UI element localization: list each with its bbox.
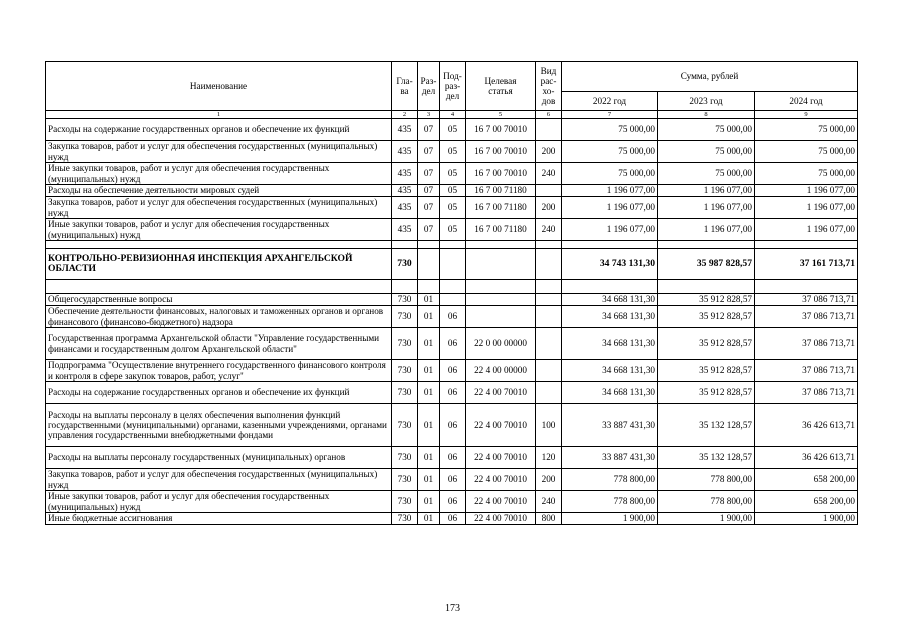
row-subsection: 06 — [440, 404, 466, 447]
row-expense-type: 240 — [536, 491, 562, 513]
row-target — [466, 294, 536, 306]
row-sum-2022: 33 887 431,30 — [562, 447, 658, 469]
column-index: 9 — [755, 111, 858, 119]
row-chapter: 435 — [392, 163, 418, 185]
row-target: 22 4 00 70010 — [466, 491, 536, 513]
empty-cell — [392, 280, 418, 294]
row-expense-type — [536, 249, 562, 280]
row-chapter: 435 — [392, 141, 418, 163]
row-subsection — [440, 294, 466, 306]
row-target: 16 7 00 70010 — [466, 119, 536, 141]
row-name: Закупка товаров, работ и услуг для обеспечения государственных (муниципальных) нужд — [46, 197, 392, 219]
row-sum-2022: 34 668 131,30 — [562, 294, 658, 306]
budget-table — [45, 61, 858, 525]
empty-cell — [440, 241, 466, 249]
row-section: 01 — [418, 491, 440, 513]
row-expense-type: 800 — [536, 513, 562, 525]
row-sum-2022: 34 668 131,30 — [562, 382, 658, 404]
column-index: 4 — [440, 111, 466, 119]
table-row — [46, 328, 858, 360]
empty-cell — [658, 241, 755, 249]
empty-cell — [536, 280, 562, 294]
row-sum-2022: 75 000,00 — [562, 141, 658, 163]
row-sum-2024: 658 200,00 — [755, 469, 858, 491]
row-sum-2022: 34 668 131,30 — [562, 306, 658, 328]
column-index: 8 — [658, 111, 755, 119]
spacer-row — [46, 280, 858, 294]
row-sum-2024: 37 086 713,71 — [755, 382, 858, 404]
table-row — [46, 447, 858, 469]
table-row — [46, 219, 858, 241]
row-sum-2023: 75 000,00 — [658, 141, 755, 163]
row-subsection: 06 — [440, 328, 466, 360]
row-sum-2024: 37 086 713,71 — [755, 328, 858, 360]
col-header-target: Целевая статья — [466, 62, 536, 111]
row-section: 07 — [418, 219, 440, 241]
row-sum-2024: 36 426 613,71 — [755, 404, 858, 447]
row-sum-2023: 75 000,00 — [658, 163, 755, 185]
empty-cell — [536, 241, 562, 249]
col-header-section: Раз- дел — [418, 62, 440, 111]
table-row — [46, 185, 858, 197]
empty-cell — [46, 241, 392, 249]
row-sum-2023: 35 132 128,57 — [658, 447, 755, 469]
row-sum-2024: 37 086 713,71 — [755, 294, 858, 306]
row-section: 07 — [418, 141, 440, 163]
table-row — [46, 119, 858, 141]
row-name: Расходы на выплаты персоналу в целях обеспечения выполнения функций государственными (муниципальными) органами, казенными учреждениями, органами управления государственными внебюджетными фондами — [46, 404, 392, 447]
row-subsection: 05 — [440, 141, 466, 163]
column-index: 7 — [562, 111, 658, 119]
row-sum-2024: 36 426 613,71 — [755, 447, 858, 469]
row-section: 01 — [418, 513, 440, 525]
row-name: Иные бюджетные ассигнования — [46, 513, 392, 525]
table-row — [46, 491, 858, 513]
row-chapter: 730 — [392, 491, 418, 513]
row-sum-2023: 35 912 828,57 — [658, 328, 755, 360]
row-name: Обеспечение деятельности финансовых, налоговых и таможенных органов и органов финансового (финансово-бюджетного) надзора — [46, 306, 392, 328]
row-target: 22 4 00 00000 — [466, 360, 536, 382]
row-expense-type: 200 — [536, 197, 562, 219]
row-sum-2023: 75 000,00 — [658, 119, 755, 141]
row-sum-2023: 1 196 077,00 — [658, 197, 755, 219]
row-name: Государственная программа Архангельской области "Управление государственными финансами и государственным долгом Архангельской области" — [46, 328, 392, 360]
row-name: Расходы на содержание государственных органов и обеспечение их функций — [46, 382, 392, 404]
row-name: Иные закупки товаров, работ и услуг для обеспечения государственных (муниципальных) нужд — [46, 491, 392, 513]
row-section: 01 — [418, 306, 440, 328]
empty-cell — [755, 241, 858, 249]
row-sum-2022: 778 800,00 — [562, 491, 658, 513]
row-sum-2024: 37 161 713,71 — [755, 249, 858, 280]
row-subsection: 05 — [440, 163, 466, 185]
row-chapter: 435 — [392, 185, 418, 197]
row-expense-type — [536, 328, 562, 360]
column-index-row — [46, 111, 858, 119]
row-section: 01 — [418, 404, 440, 447]
row-name: Подпрограмма "Осуществление внутреннего государственного финансового контроля и контроля в сфере закупок товаров, работ, услуг" — [46, 360, 392, 382]
table-row — [46, 382, 858, 404]
table-row — [46, 141, 858, 163]
table-row — [46, 469, 858, 491]
row-expense-type — [536, 294, 562, 306]
row-subsection: 06 — [440, 491, 466, 513]
page-number: 173 — [445, 603, 460, 614]
empty-cell — [466, 280, 536, 294]
row-subsection: 05 — [440, 219, 466, 241]
row-name: Расходы на обеспечение деятельности мировых судей — [46, 185, 392, 197]
row-chapter: 730 — [392, 447, 418, 469]
table-row — [46, 294, 858, 306]
row-sum-2023: 35 987 828,57 — [658, 249, 755, 280]
table-row — [46, 306, 858, 328]
row-chapter: 435 — [392, 219, 418, 241]
row-sum-2024: 1 196 077,00 — [755, 219, 858, 241]
empty-cell — [658, 280, 755, 294]
row-target: 22 4 00 70010 — [466, 513, 536, 525]
row-name: Иные закупки товаров, работ и услуг для обеспечения государственных (муниципальных) нужд — [46, 219, 392, 241]
row-chapter: 435 — [392, 197, 418, 219]
row-sum-2024: 75 000,00 — [755, 141, 858, 163]
col-header-year-2024: 2024 год — [755, 92, 858, 111]
spacer-row — [46, 241, 858, 249]
empty-cell — [466, 241, 536, 249]
empty-cell — [392, 241, 418, 249]
row-sum-2024: 1 196 077,00 — [755, 185, 858, 197]
row-target: 16 7 00 71180 — [466, 197, 536, 219]
column-index: 5 — [466, 111, 536, 119]
col-header-chapter: Гла- ва — [392, 62, 418, 111]
table-row — [46, 404, 858, 447]
row-sum-2023: 35 912 828,57 — [658, 382, 755, 404]
empty-cell — [562, 280, 658, 294]
row-section — [418, 249, 440, 280]
row-expense-type — [536, 119, 562, 141]
row-subsection: 06 — [440, 306, 466, 328]
row-chapter: 730 — [392, 294, 418, 306]
row-sum-2022: 34 668 131,30 — [562, 328, 658, 360]
row-expense-type: 120 — [536, 447, 562, 469]
row-subsection: 05 — [440, 197, 466, 219]
row-section: 07 — [418, 197, 440, 219]
empty-cell — [46, 280, 392, 294]
row-name: КОНТРОЛЬНО-РЕВИЗИОННАЯ ИНСПЕКЦИЯ АРХАНГЕЛЬСКОЙ ОБЛАСТИ — [46, 249, 392, 280]
empty-cell — [418, 280, 440, 294]
row-target: 22 4 00 70010 — [466, 469, 536, 491]
row-name: Общегосударственные вопросы — [46, 294, 392, 306]
row-expense-type — [536, 306, 562, 328]
row-section: 01 — [418, 469, 440, 491]
row-sum-2022: 75 000,00 — [562, 119, 658, 141]
row-sum-2024: 37 086 713,71 — [755, 306, 858, 328]
row-chapter: 730 — [392, 360, 418, 382]
column-index: 3 — [418, 111, 440, 119]
row-target: 22 4 00 70010 — [466, 447, 536, 469]
row-section: 07 — [418, 185, 440, 197]
row-expense-type: 240 — [536, 219, 562, 241]
row-section: 07 — [418, 163, 440, 185]
row-chapter: 730 — [392, 382, 418, 404]
row-expense-type — [536, 185, 562, 197]
row-name: Закупка товаров, работ и услуг для обеспечения государственных (муниципальных) нужд — [46, 469, 392, 491]
row-subsection — [440, 249, 466, 280]
table-row — [46, 513, 858, 525]
table-row — [46, 197, 858, 219]
row-section: 01 — [418, 328, 440, 360]
row-sum-2024: 37 086 713,71 — [755, 360, 858, 382]
row-subsection: 06 — [440, 360, 466, 382]
row-target: 16 7 00 70010 — [466, 163, 536, 185]
row-sum-2022: 1 196 077,00 — [562, 185, 658, 197]
row-target: 16 7 00 70010 — [466, 141, 536, 163]
row-section: 01 — [418, 360, 440, 382]
row-subsection: 06 — [440, 513, 466, 525]
row-chapter: 730 — [392, 513, 418, 525]
row-sum-2022: 34 668 131,30 — [562, 360, 658, 382]
col-header-year-2023: 2023 год — [658, 92, 755, 111]
empty-cell — [755, 280, 858, 294]
row-target: 16 7 00 71180 — [466, 185, 536, 197]
row-section: 01 — [418, 382, 440, 404]
row-sum-2024: 75 000,00 — [755, 119, 858, 141]
row-target: 22 4 00 70010 — [466, 404, 536, 447]
row-sum-2023: 1 900,00 — [658, 513, 755, 525]
organization-row — [46, 249, 858, 280]
row-sum-2024: 75 000,00 — [755, 163, 858, 185]
row-sum-2023: 1 196 077,00 — [658, 185, 755, 197]
col-header-expense-type: Вид рас- хо- дов — [536, 62, 562, 111]
row-target — [466, 306, 536, 328]
row-section: 01 — [418, 294, 440, 306]
row-sum-2022: 1 196 077,00 — [562, 197, 658, 219]
row-target: 22 4 00 70010 — [466, 382, 536, 404]
row-name: Иные закупки товаров, работ и услуг для обеспечения государственных (муниципальных) нужд — [46, 163, 392, 185]
row-chapter: 730 — [392, 469, 418, 491]
row-subsection: 05 — [440, 185, 466, 197]
row-sum-2024: 1 900,00 — [755, 513, 858, 525]
table-row — [46, 163, 858, 185]
col-header-year-2022: 2022 год — [562, 92, 658, 111]
column-index: 2 — [392, 111, 418, 119]
empty-cell — [440, 280, 466, 294]
row-chapter: 730 — [392, 404, 418, 447]
row-sum-2023: 35 912 828,57 — [658, 360, 755, 382]
row-sum-2024: 1 196 077,00 — [755, 197, 858, 219]
row-sum-2023: 778 800,00 — [658, 491, 755, 513]
row-target — [466, 249, 536, 280]
row-expense-type: 100 — [536, 404, 562, 447]
row-sum-2022: 778 800,00 — [562, 469, 658, 491]
row-name: Расходы на выплаты персоналу государственных (муниципальных) органов — [46, 447, 392, 469]
row-name: Закупка товаров, работ и услуг для обеспечения государственных (муниципальных) нужд — [46, 141, 392, 163]
row-subsection: 06 — [440, 382, 466, 404]
table-body — [46, 119, 858, 525]
empty-cell — [418, 241, 440, 249]
row-expense-type: 240 — [536, 163, 562, 185]
row-chapter: 730 — [392, 249, 418, 280]
row-sum-2023: 35 132 128,57 — [658, 404, 755, 447]
row-subsection: 06 — [440, 469, 466, 491]
row-chapter: 730 — [392, 328, 418, 360]
row-subsection: 06 — [440, 447, 466, 469]
row-sum-2023: 778 800,00 — [658, 469, 755, 491]
empty-cell — [562, 241, 658, 249]
row-sum-2022: 75 000,00 — [562, 163, 658, 185]
row-target: 16 7 00 71180 — [466, 219, 536, 241]
row-target: 22 0 00 00000 — [466, 328, 536, 360]
row-subsection: 05 — [440, 119, 466, 141]
row-expense-type: 200 — [536, 469, 562, 491]
row-expense-type: 200 — [536, 141, 562, 163]
column-index: 6 — [536, 111, 562, 119]
row-sum-2023: 35 912 828,57 — [658, 306, 755, 328]
table-row — [46, 360, 858, 382]
row-section: 07 — [418, 119, 440, 141]
col-header-sum: Сумма, рублей — [562, 62, 858, 92]
row-chapter: 435 — [392, 119, 418, 141]
row-expense-type — [536, 360, 562, 382]
row-sum-2022: 33 887 431,30 — [562, 404, 658, 447]
row-name: Расходы на содержание государственных органов и обеспечение их функций — [46, 119, 392, 141]
row-sum-2022: 1 900,00 — [562, 513, 658, 525]
column-index: 1 — [46, 111, 392, 119]
row-sum-2022: 34 743 131,30 — [562, 249, 658, 280]
col-header-subsection: Под- раз- дел — [440, 62, 466, 111]
row-sum-2023: 35 912 828,57 — [658, 294, 755, 306]
row-section: 01 — [418, 447, 440, 469]
col-header-name: Наименование — [46, 62, 392, 111]
row-expense-type — [536, 382, 562, 404]
row-sum-2022: 1 196 077,00 — [562, 219, 658, 241]
row-chapter: 730 — [392, 306, 418, 328]
row-sum-2023: 1 196 077,00 — [658, 219, 755, 241]
row-sum-2024: 658 200,00 — [755, 491, 858, 513]
